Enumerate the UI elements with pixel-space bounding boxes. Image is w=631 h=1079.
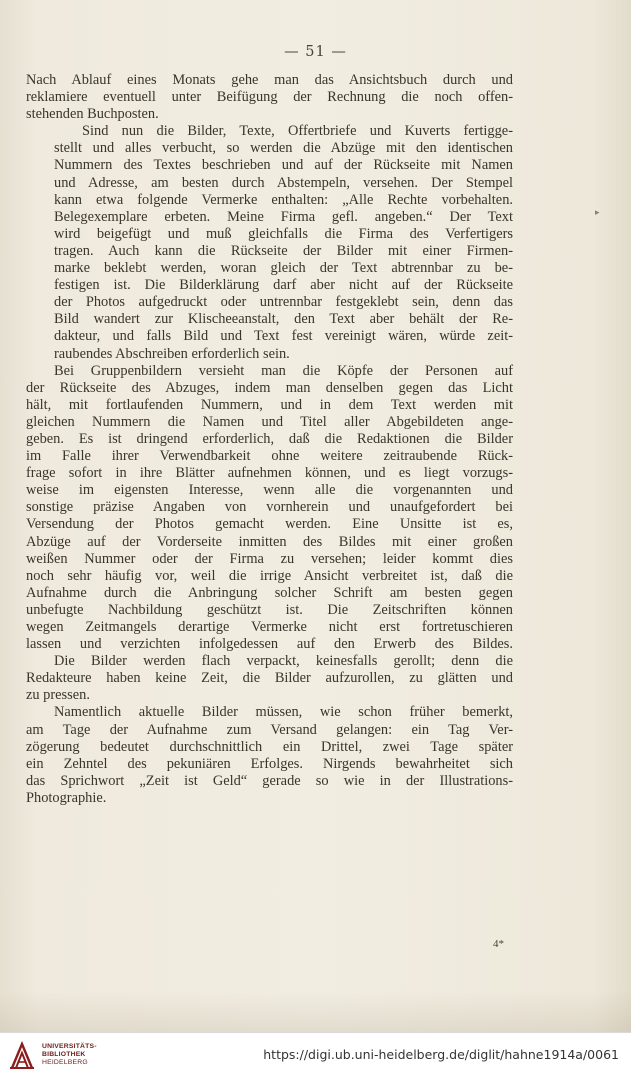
text-line: hält, mit fortlaufenden Nummern, und in dem Text werden mit xyxy=(26,396,513,413)
text-line: stehenden Buchposten. xyxy=(26,106,159,123)
text-line: kann etwa folgende Vermerke enthalten: „Alle Rechte vorbehalten. xyxy=(54,191,513,208)
text-line: Bild wandert zur Klischeeanstalt, den Text aber behält der Re- xyxy=(54,311,513,328)
text-line: raubendes Abschreiben erforderlich sein. xyxy=(54,345,290,362)
text-line: ein Zehntel des pekuniären Erfolges. Nirgends bewahrheitet sich xyxy=(26,755,513,772)
paragraph-4 xyxy=(26,653,513,704)
permalink-url[interactable]: https://digi.ub.uni-heidelberg.de/diglit/hahne1914a/0061 xyxy=(263,1047,619,1062)
text-line: am Tage der Aufnahme zum Versand gelangen: ein Tag Ver- xyxy=(26,721,513,738)
signature-mark: 4* xyxy=(493,938,504,950)
text-line: Redakteure haben keine Zeit, die Bilder aufzurollen, zu glätten und xyxy=(26,670,513,687)
text-line: reklamiere eventuell unter Beifügung der Rechnung die noch offen- xyxy=(26,89,513,106)
viewer-footer xyxy=(0,1032,631,1079)
text-line: festigen ist. Die Bilderklärung darf aber nicht auf der Rückseite xyxy=(54,277,513,294)
library-logo[interactable] xyxy=(8,1039,128,1073)
text-line: frage sofort in ihre Blätter aufnehmen können, und es liegt vorzugs- xyxy=(26,465,513,482)
text-line: im Falle ihrer Verwendbarkeit ohne weitere zeitraubende Rück- xyxy=(26,448,513,465)
text-line: Bei Gruppenbildern versieht man die Köpfe der Personen auf xyxy=(54,362,513,379)
text-line: Die Bilder werden flach verpackt, keinesfalls gerollt; denn die xyxy=(54,653,513,670)
logo-text-line: UNIVERSITÄTS- xyxy=(42,1043,97,1050)
margin-mark: ▸ xyxy=(595,208,600,218)
text-line: noch sehr häufig vor, weil die irrige Ansicht verbreitet ist, daß die xyxy=(26,567,513,584)
text-line: sonstige präzise Angaben von vornherein und unaufgefordert bei xyxy=(26,499,513,516)
text-line: tragen. Auch kann die Rückseite der Bilder mit einer Firmen- xyxy=(54,242,513,259)
text-line: der Rückseite des Abzuges, indem man denselben gegen das Licht xyxy=(26,379,513,396)
text-line: dakteur, und falls Bild und Text fest vereinigt wären, würde zeit- xyxy=(54,328,513,345)
text-line: Versendung der Photos gemacht werden. Eine Unsitte ist es, xyxy=(26,516,513,533)
page-shadow xyxy=(0,990,631,1032)
text-line: Nach Ablauf eines Monats gehe man das Ansichtsbuch durch und xyxy=(26,72,513,88)
text-line: weise im eigensten Interesse, wenn alle die vorgenannten und xyxy=(26,482,513,499)
text-line: weißen Nummer oder der Firma zu versehen; leider kommt dies xyxy=(26,550,513,567)
text-line: marke beklebt werden, woran gleich der Text abtrennbar zu be- xyxy=(54,260,513,277)
text-line: Abzüge auf der Vorderseite inmitten des Bildes mit einer großen xyxy=(26,533,513,550)
paragraph-5 xyxy=(26,704,513,807)
text-line: lassen und verzichten infolgedessen auf den Erwerb des Bildes. xyxy=(26,636,513,653)
paragraph-3 xyxy=(26,363,513,654)
text-line: stellt und alles verbucht, so werden die Abzüge mit den identischen xyxy=(54,140,513,157)
text-line: das Sprichwort „Zeit ist Geld“ gerade so wie in der Illustrations- xyxy=(26,772,513,789)
paragraph-2 xyxy=(26,123,513,362)
text-line: der Photos aufgedruckt oder untrennbar festgeklebt sein, denn das xyxy=(54,294,513,311)
logo-text-line: BIBLIOTHEK xyxy=(42,1051,86,1058)
library-logo-icon xyxy=(8,1040,36,1072)
text-line: gleichen Nummern die Namen und Titel aller Abgebildeten ange- xyxy=(26,413,513,430)
text-line: Photographie. xyxy=(26,789,107,806)
page-number: — 51 — xyxy=(284,44,347,60)
text-line: Namentlich aktuelle Bilder müssen, wie schon früher bemerkt, xyxy=(54,704,513,721)
text-line: wird beigefügt und muß gleichfalls die Firma des Verfertigers xyxy=(54,225,513,242)
text-line: Belegexemplare erbeten. Meine Firma gefl. angeben.“ Der Text xyxy=(54,208,513,225)
text-line: wegen Zeitmangels derartige Vermerke nicht erst fortretuschieren xyxy=(26,619,513,635)
text-line: geben. Es ist dringend erforderlich, daß die Redaktionen die Bilder xyxy=(26,430,513,447)
text-line: zögerung bedeutet durchschnittlich ein Drittel, zwei Tage später xyxy=(26,738,513,755)
text-line: Aufnahme durch die Anbringung solcher Schrift am besten gegen xyxy=(26,584,513,601)
body-text xyxy=(26,72,513,807)
text-line: zu pressen. xyxy=(26,687,90,704)
text-line: Sind nun die Bilder, Texte, Offertbriefe und Kuverts fertigge- xyxy=(82,123,513,140)
paragraph-1 xyxy=(26,72,513,123)
text-line: Nummern des Textes beschrieben und auf der Rückseite mit Namen xyxy=(54,157,513,174)
logo-text-line: HEIDELBERG xyxy=(42,1059,88,1066)
text-line: und Adresse, am besten durch Abstempeln, versehen. Der Stempel xyxy=(54,174,513,191)
text-line: unbefugte Nachbildung geschützt ist. Die Zeitschriften können xyxy=(26,601,513,618)
